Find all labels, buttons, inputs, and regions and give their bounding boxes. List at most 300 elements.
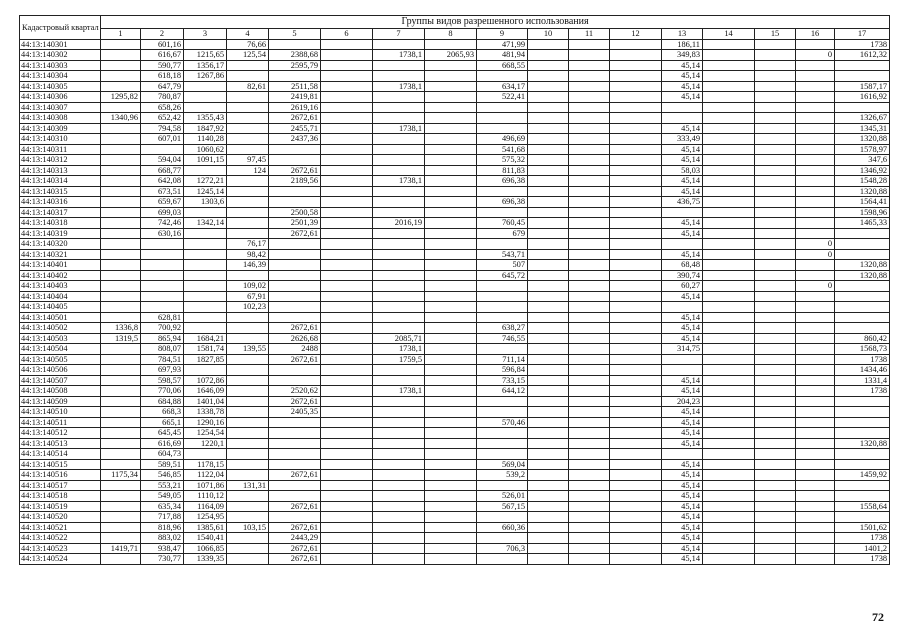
value-cell (269, 512, 321, 523)
value-cell (477, 302, 528, 313)
value-cell: 45,14 (662, 386, 703, 397)
value-cell (796, 291, 835, 302)
value-cell (528, 39, 569, 50)
table-row (20, 113, 890, 124)
value-cell: 575,32 (477, 155, 528, 166)
value-cell (101, 344, 141, 355)
value-cell (835, 312, 890, 323)
value-cell (227, 176, 269, 187)
value-cell (610, 302, 662, 313)
value-cell (528, 134, 569, 145)
value-cell (610, 386, 662, 397)
value-cell (796, 165, 835, 176)
value-cell (373, 543, 425, 554)
value-cell (101, 60, 141, 71)
value-cell: 146,39 (227, 260, 269, 271)
value-cell (141, 144, 184, 155)
value-cell (569, 428, 610, 439)
value-cell: 1072,86 (184, 375, 227, 386)
value-cell (269, 71, 321, 82)
value-cell (227, 354, 269, 365)
value-cell (101, 365, 141, 376)
value-cell (528, 480, 569, 491)
table-row (20, 312, 890, 323)
value-cell (755, 260, 796, 271)
value-cell (755, 60, 796, 71)
value-cell (321, 134, 373, 145)
cadastral-quarter-cell: 44:13:140304 (20, 71, 101, 82)
value-cell: 2520,62 (269, 386, 321, 397)
value-cell: 1847,92 (184, 123, 227, 134)
value-cell (662, 354, 703, 365)
table-row (20, 449, 890, 460)
value-cell (755, 501, 796, 512)
value-cell (528, 491, 569, 502)
value-cell (321, 176, 373, 187)
value-cell: 1738,1 (373, 386, 425, 397)
value-cell (662, 449, 703, 460)
value-cell: 1738 (835, 554, 890, 565)
value-cell (269, 375, 321, 386)
value-cell (528, 165, 569, 176)
value-cell (569, 501, 610, 512)
cadastral-quarter-cell: 44:13:140515 (20, 459, 101, 470)
column-number: 8 (425, 29, 477, 40)
value-cell (321, 543, 373, 554)
value-cell: 706,3 (477, 543, 528, 554)
value-cell (477, 123, 528, 134)
value-cell (373, 522, 425, 533)
value-cell (101, 375, 141, 386)
value-cell (425, 375, 477, 386)
value-cell (528, 396, 569, 407)
value-cell (796, 438, 835, 449)
value-cell (703, 218, 755, 229)
value-cell (703, 386, 755, 397)
value-cell (184, 449, 227, 460)
value-cell (425, 176, 477, 187)
value-cell: 668,55 (477, 60, 528, 71)
value-cell (610, 71, 662, 82)
value-cell: 733,15 (477, 375, 528, 386)
value-cell: 711,14 (477, 354, 528, 365)
value-cell (425, 102, 477, 113)
value-cell (528, 543, 569, 554)
value-cell (373, 438, 425, 449)
value-cell (321, 249, 373, 260)
value-cell: 1738,1 (373, 176, 425, 187)
value-cell (569, 249, 610, 260)
value-cell (528, 333, 569, 344)
value-cell (755, 92, 796, 103)
value-cell: 45,14 (662, 249, 703, 260)
value-cell (610, 134, 662, 145)
value-cell (569, 312, 610, 323)
value-cell (610, 323, 662, 334)
value-cell (141, 281, 184, 292)
value-cell: 45,14 (662, 470, 703, 481)
value-cell (703, 491, 755, 502)
table-row (20, 228, 890, 239)
value-cell (321, 396, 373, 407)
value-cell (610, 533, 662, 544)
value-cell (269, 281, 321, 292)
value-cell (373, 375, 425, 386)
value-cell: 45,14 (662, 312, 703, 323)
value-cell (610, 428, 662, 439)
value-cell (755, 512, 796, 523)
cadastral-quarter-cell: 44:13:140307 (20, 102, 101, 113)
value-cell (755, 144, 796, 155)
value-cell (528, 281, 569, 292)
value-cell (796, 39, 835, 50)
value-cell (269, 249, 321, 260)
value-cell: 45,14 (662, 71, 703, 82)
value-cell (477, 239, 528, 250)
value-cell (569, 554, 610, 565)
value-cell (321, 323, 373, 334)
value-cell (569, 165, 610, 176)
value-cell: 526,01 (477, 491, 528, 502)
value-cell (269, 144, 321, 155)
value-cell (703, 365, 755, 376)
value-cell: 139,55 (227, 344, 269, 355)
cadastral-quarter-cell: 44:13:140315 (20, 186, 101, 197)
value-cell (101, 428, 141, 439)
table-row (20, 260, 890, 271)
value-cell: 1738 (835, 39, 890, 50)
value-cell (528, 501, 569, 512)
value-cell (755, 491, 796, 502)
value-cell (796, 501, 835, 512)
value-cell (569, 375, 610, 386)
value-cell: 628,81 (141, 312, 184, 323)
value-cell (703, 134, 755, 145)
table-row (20, 543, 890, 554)
value-cell (755, 344, 796, 355)
value-cell (755, 165, 796, 176)
value-cell (321, 291, 373, 302)
value-cell (835, 102, 890, 113)
cadastral-quarter-cell: 44:13:140310 (20, 134, 101, 145)
value-cell (796, 92, 835, 103)
value-cell: 1336,8 (101, 323, 141, 334)
value-cell (101, 554, 141, 565)
value-cell: 1568,73 (835, 344, 890, 355)
value-cell (373, 60, 425, 71)
value-cell: 45,14 (662, 375, 703, 386)
value-cell (528, 197, 569, 208)
value-cell (101, 407, 141, 418)
value-cell (528, 449, 569, 460)
value-cell (425, 501, 477, 512)
value-cell (373, 249, 425, 260)
column-number: 6 (321, 29, 373, 40)
table-row (20, 186, 890, 197)
value-cell (101, 102, 141, 113)
value-cell (528, 344, 569, 355)
value-cell (373, 491, 425, 502)
value-cell (703, 50, 755, 61)
value-cell (528, 270, 569, 281)
value-cell (184, 312, 227, 323)
value-cell (610, 344, 662, 355)
value-cell (610, 155, 662, 166)
value-cell (373, 239, 425, 250)
value-cell (269, 438, 321, 449)
value-cell (755, 522, 796, 533)
value-cell (528, 176, 569, 187)
value-cell (755, 102, 796, 113)
value-cell (569, 123, 610, 134)
value-cell (269, 291, 321, 302)
value-cell (755, 386, 796, 397)
value-cell (425, 354, 477, 365)
value-cell: 97,45 (227, 155, 269, 166)
value-cell (569, 207, 610, 218)
value-cell (528, 438, 569, 449)
value-cell (227, 396, 269, 407)
value-cell: 2016,19 (373, 218, 425, 229)
value-cell (569, 365, 610, 376)
value-cell (425, 165, 477, 176)
value-cell (184, 249, 227, 260)
table-row (20, 176, 890, 187)
value-cell: 668,3 (141, 407, 184, 418)
value-cell (321, 123, 373, 134)
table-row (20, 249, 890, 260)
value-cell (477, 512, 528, 523)
value-cell (425, 417, 477, 428)
table-row (20, 533, 890, 544)
table-row (20, 218, 890, 229)
table-row (20, 522, 890, 533)
value-cell (227, 312, 269, 323)
cadastral-quarter-cell: 44:13:140403 (20, 281, 101, 292)
column-number: 14 (703, 29, 755, 40)
value-cell: 684,88 (141, 396, 184, 407)
value-cell (184, 270, 227, 281)
value-cell (321, 480, 373, 491)
value-cell (101, 302, 141, 313)
value-cell: 860,42 (835, 333, 890, 344)
value-cell: 2672,61 (269, 354, 321, 365)
value-cell (425, 270, 477, 281)
value-cell (610, 375, 662, 386)
page-number: 72 (872, 610, 884, 624)
value-cell (321, 260, 373, 271)
value-cell: 770,06 (141, 386, 184, 397)
value-cell (610, 522, 662, 533)
value-cell (227, 417, 269, 428)
value-cell: 2500,58 (269, 207, 321, 218)
value-cell: 2672,61 (269, 501, 321, 512)
cadastral-quarter-cell: 44:13:140404 (20, 291, 101, 302)
value-cell (796, 186, 835, 197)
cadastral-quarter-cell: 44:13:140506 (20, 365, 101, 376)
value-cell (755, 354, 796, 365)
value-cell (184, 239, 227, 250)
value-cell (373, 470, 425, 481)
value-cell (755, 480, 796, 491)
value-cell (477, 428, 528, 439)
value-cell (321, 386, 373, 397)
value-cell (425, 533, 477, 544)
value-cell (569, 92, 610, 103)
value-cell: 604,73 (141, 449, 184, 460)
table-row (20, 155, 890, 166)
value-cell (101, 480, 141, 491)
value-cell (528, 459, 569, 470)
value-cell (227, 270, 269, 281)
value-cell (610, 281, 662, 292)
value-cell: 539,2 (477, 470, 528, 481)
value-cell: 1220,1 (184, 438, 227, 449)
table-row (20, 50, 890, 61)
value-cell (755, 554, 796, 565)
value-cell: 496,69 (477, 134, 528, 145)
column-number: 13 (662, 29, 703, 40)
value-cell (528, 228, 569, 239)
value-cell: 2488 (269, 344, 321, 355)
value-cell (755, 270, 796, 281)
value-cell (141, 291, 184, 302)
value-cell (425, 197, 477, 208)
cadastral-quarter-cell: 44:13:140306 (20, 92, 101, 103)
value-cell: 1501,62 (835, 522, 890, 533)
value-cell (477, 554, 528, 565)
value-cell: 109,02 (227, 281, 269, 292)
value-cell (569, 302, 610, 313)
value-cell: 45,14 (662, 491, 703, 502)
cadastral-quarter-cell: 44:13:140524 (20, 554, 101, 565)
value-cell (141, 260, 184, 271)
value-cell (703, 207, 755, 218)
value-cell (703, 92, 755, 103)
value-cell (610, 501, 662, 512)
value-cell (755, 302, 796, 313)
value-cell (610, 186, 662, 197)
value-cell (425, 144, 477, 155)
value-cell (528, 239, 569, 250)
value-cell: 1272,21 (184, 176, 227, 187)
value-cell: 2672,61 (269, 323, 321, 334)
value-cell (227, 501, 269, 512)
value-cell (425, 365, 477, 376)
value-cell (796, 386, 835, 397)
value-cell (101, 165, 141, 176)
value-cell (101, 155, 141, 166)
value-cell (569, 260, 610, 271)
value-cell (703, 302, 755, 313)
cadastral-quarter-cell: 44:13:140312 (20, 155, 101, 166)
value-cell (703, 522, 755, 533)
value-cell (373, 270, 425, 281)
value-cell (477, 449, 528, 460)
table-row (20, 134, 890, 145)
value-cell: 730,77 (141, 554, 184, 565)
value-cell (477, 438, 528, 449)
value-cell (227, 491, 269, 502)
cadastral-quarter-cell: 44:13:140511 (20, 417, 101, 428)
value-cell (528, 554, 569, 565)
value-cell: 865,94 (141, 333, 184, 344)
value-cell (610, 270, 662, 281)
value-cell (528, 113, 569, 124)
value-cell: 1587,17 (835, 81, 890, 92)
value-cell: 333,49 (662, 134, 703, 145)
value-cell (227, 144, 269, 155)
value-cell (477, 533, 528, 544)
value-cell (610, 354, 662, 365)
value-cell: 1071,86 (184, 480, 227, 491)
value-cell (477, 396, 528, 407)
cadastral-quarter-cell: 44:13:140405 (20, 302, 101, 313)
value-cell: 1738,1 (373, 123, 425, 134)
value-cell: 45,14 (662, 60, 703, 71)
cadastral-quarter-cell: 44:13:140305 (20, 81, 101, 92)
value-cell (610, 197, 662, 208)
value-cell (321, 50, 373, 61)
cadastral-quarter-cell: 44:13:140507 (20, 375, 101, 386)
value-cell (835, 71, 890, 82)
cadastral-quarter-cell: 44:13:140512 (20, 428, 101, 439)
value-cell (796, 375, 835, 386)
value-cell (373, 165, 425, 176)
value-cell: 811,83 (477, 165, 528, 176)
value-cell (321, 428, 373, 439)
value-cell: 1320,88 (835, 134, 890, 145)
value-cell (101, 176, 141, 187)
table-row (20, 459, 890, 470)
value-cell (796, 270, 835, 281)
value-cell (796, 218, 835, 229)
cadastral-quarter-cell: 44:13:140521 (20, 522, 101, 533)
value-cell (425, 512, 477, 523)
table-row (20, 491, 890, 502)
value-cell (835, 512, 890, 523)
value-cell (610, 81, 662, 92)
value-cell (569, 239, 610, 250)
value-cell (227, 543, 269, 554)
value-cell: 2189,56 (269, 176, 321, 187)
value-cell (227, 554, 269, 565)
value-cell (321, 344, 373, 355)
value-cell (610, 512, 662, 523)
table-row (20, 60, 890, 71)
value-cell (703, 323, 755, 334)
value-cell: 204,23 (662, 396, 703, 407)
value-cell: 1339,35 (184, 554, 227, 565)
value-cell (703, 165, 755, 176)
value-cell (373, 302, 425, 313)
value-cell (610, 407, 662, 418)
value-cell: 1385,61 (184, 522, 227, 533)
value-cell (425, 302, 477, 313)
value-cell (528, 302, 569, 313)
table-row (20, 102, 890, 113)
value-cell (373, 102, 425, 113)
value-cell: 1548,28 (835, 176, 890, 187)
value-cell (796, 207, 835, 218)
value-cell (269, 491, 321, 502)
value-cell: 2672,61 (269, 228, 321, 239)
value-cell: 131,31 (227, 480, 269, 491)
value-cell (184, 291, 227, 302)
value-cell: 1110,12 (184, 491, 227, 502)
value-cell: 700,92 (141, 323, 184, 334)
value-cell (703, 501, 755, 512)
